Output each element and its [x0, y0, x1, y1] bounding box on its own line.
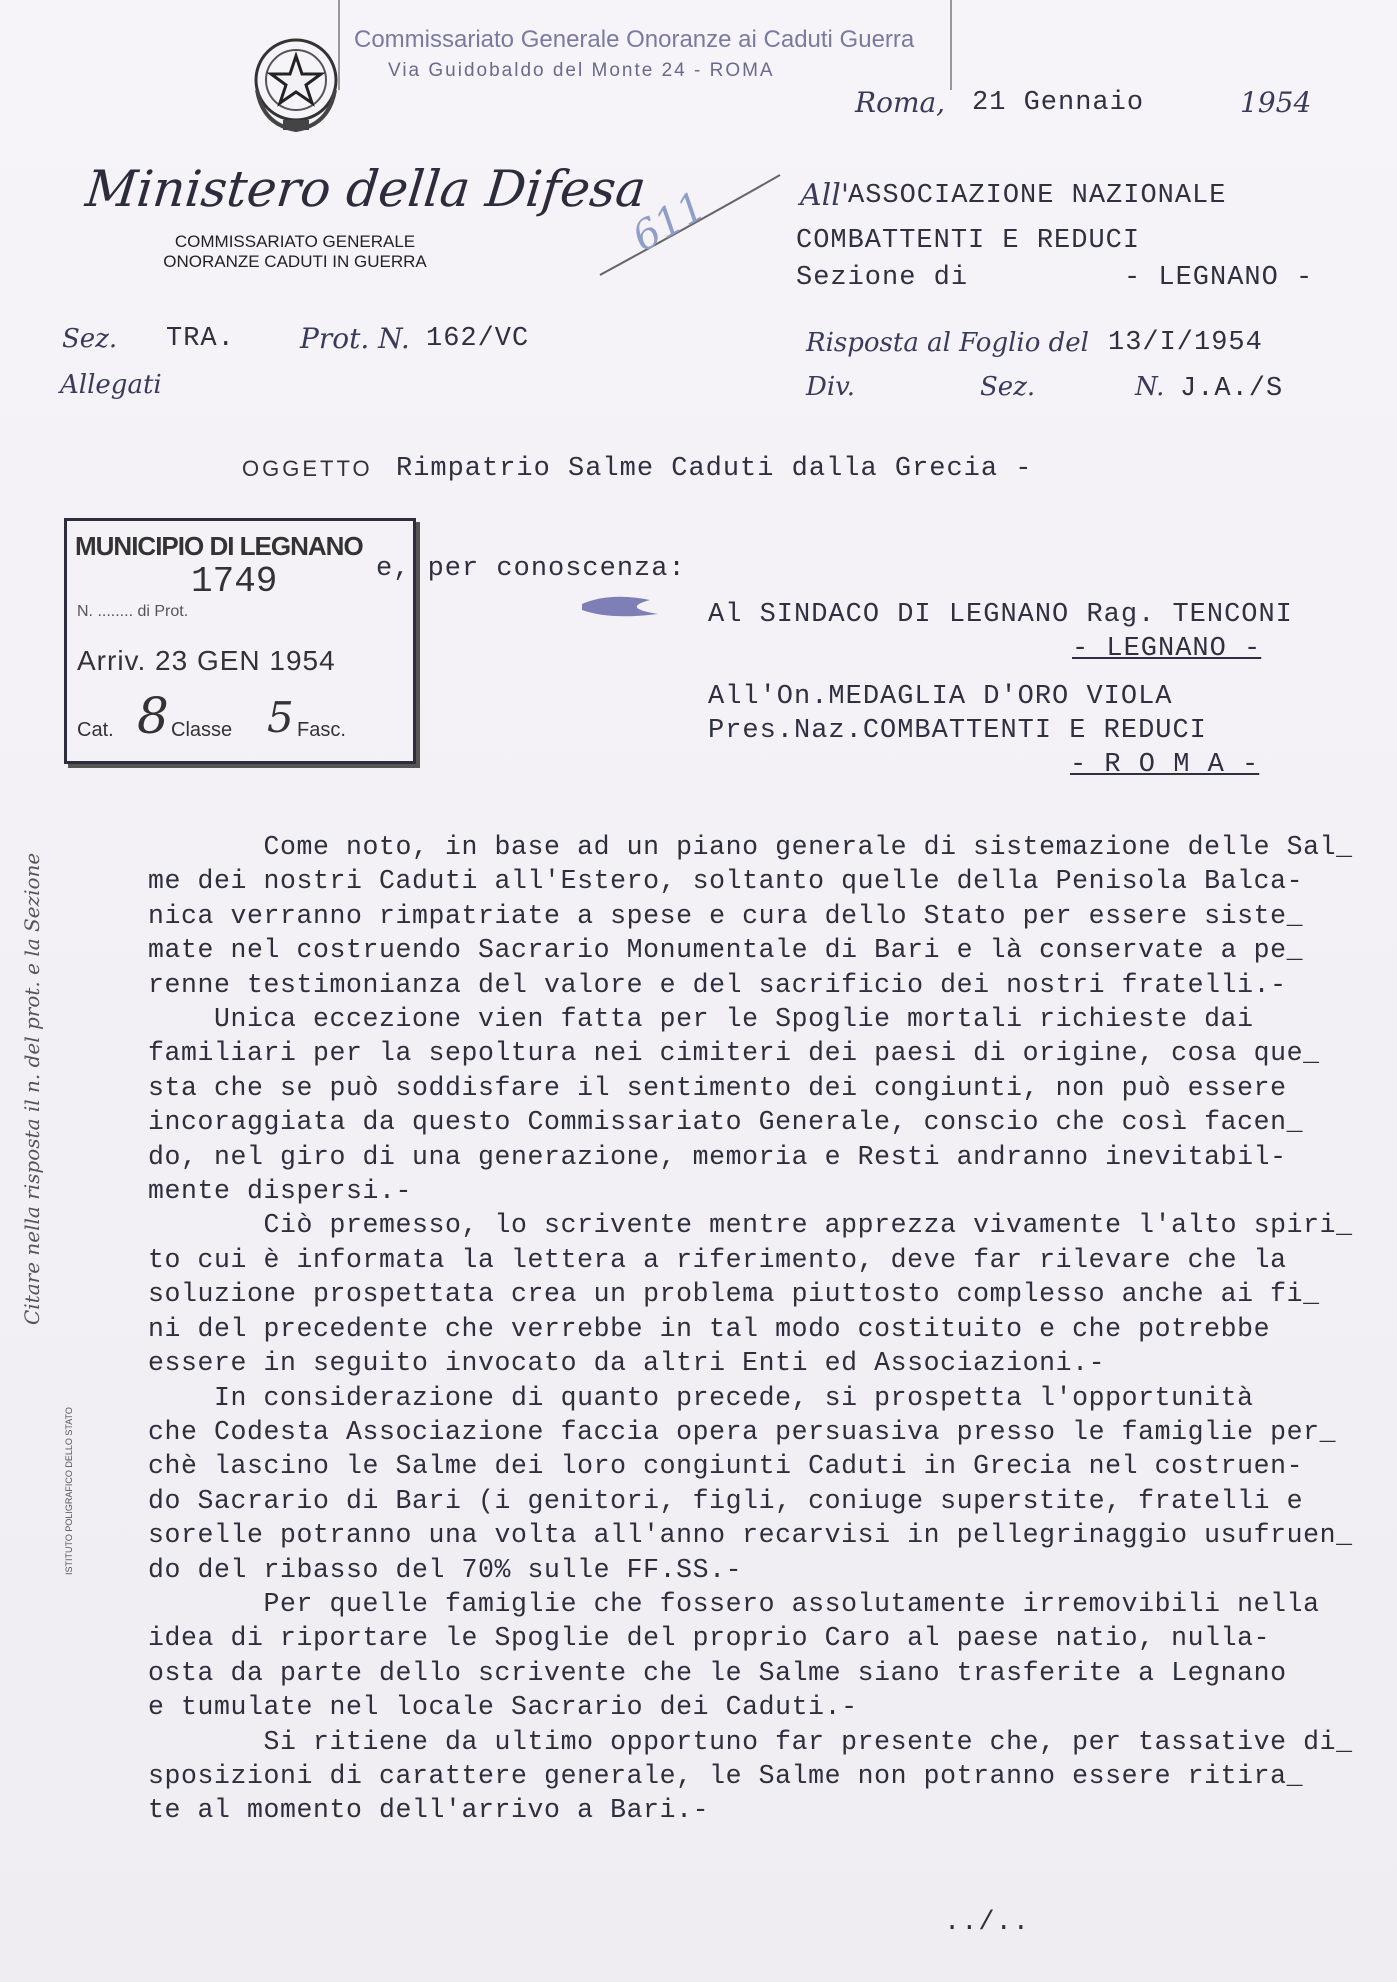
body-line: Unica eccezione vien fatta per le Spoglie mortali richieste dai [148, 1004, 1254, 1035]
year: 1954 [1240, 86, 1312, 119]
recipient-line-3-place: - LEGNANO - [1124, 263, 1314, 293]
prot-value: 162/VC [426, 324, 530, 354]
date: 21 Gennaio [972, 88, 1145, 118]
stamp-number: 1749 [191, 561, 278, 602]
stamp-fasc-label: Fasc. [297, 719, 346, 741]
body-line: te al momento dell'arrivo a Bari.- [148, 1795, 710, 1826]
body-line: Ciò premesso, lo scrivente mentre apprezza vivamente l'alto spiri_ [148, 1210, 1353, 1241]
stamp-line-1: Commissariato Generale Onoranze ai Caduti Guerra [354, 26, 915, 53]
place: Roma, [855, 86, 946, 119]
div-label: Div. [806, 372, 856, 402]
cc-r2-line3: - R O M A - [1070, 750, 1260, 780]
emblem-of-italy-icon [243, 30, 349, 136]
body-line: to cui è informata la lettera a riferimento, deve far rilevare che la [148, 1244, 1287, 1275]
sender-address-stamp [338, 0, 952, 90]
body-line: chè lascino le Salme dei loro congiunti Caduti in Grecia nel costruen- [148, 1451, 1304, 1482]
received-stamp [64, 518, 416, 764]
stamp-line-2: Via Guidobaldo del Monte 24 - ROMA [388, 60, 775, 81]
subject-text: Rimpatrio Salme Caduti dalla Grecia - [396, 454, 1033, 484]
recipient-line-3-label: Sezione di [796, 263, 969, 293]
body-line: osta da parte dello scrivente che le Salme siano trasferite a Legnano [148, 1657, 1287, 1688]
pencil-mark [590, 165, 790, 290]
cc-r1-line1: Al SINDACO DI LEGNANO Rag. TENCONI [708, 600, 1293, 630]
body-line: incoraggiata da questo Commissariato Generale, conscio che così facen_ [148, 1107, 1304, 1138]
body-line: Come noto, in base ad un piano generale di sistemazione delle Sal_ [148, 832, 1353, 862]
cc-intro: e, per conoscenza: [376, 554, 686, 584]
sez-label: Sez. [62, 324, 118, 354]
body-line: renne testimonianza del valore e del sacrificio dei nostri fratelli.- [148, 969, 1287, 1000]
body-line: idea di riportare le Spoglie del proprio Caro al paese natio, nulla- [148, 1623, 1271, 1654]
stamp-arrival: Arriv. 23 GEN 1954 [77, 645, 336, 676]
recipient-line-2: COMBATTENTI E REDUCI [796, 226, 1141, 256]
margin-note: Citare nella risposta il n. del prot. e la Sezione [20, 852, 44, 1325]
body-line: do del ribasso del 70% sulle FF.SS.- [148, 1554, 743, 1585]
stamp-classe-value: 5 [267, 693, 294, 742]
body-line: me dei nostri Caduti all'Estero, soltanto quelle della Penisola Balca- [148, 866, 1304, 897]
ink-smudge [580, 590, 660, 622]
risposta-label: Risposta al Foglio del [806, 328, 1089, 358]
body-line: ni del precedente che verrebbe in tal modo costituito e che potrebbe [148, 1313, 1271, 1344]
allegati-label: Allegati [60, 370, 162, 400]
stamp-prot-line: N. ........ di Prot. [77, 603, 189, 620]
body-line: do Sacrario di Bari (i genitori, figli, coniuge superstite, fratelli e [148, 1485, 1304, 1516]
body-line: essere in seguito invocato da altri Enti ed Associazioni.- [148, 1348, 1106, 1379]
body-line: sorelle potranno una volta all'anno recarvisi in pellegrinaggio usufruen_ [148, 1520, 1353, 1551]
n-label: N. [1135, 372, 1165, 402]
body-line: nica verranno rimpatriate a spese e cura dello Stato per essere siste_ [148, 900, 1304, 931]
sez2-label: Sez. [980, 372, 1036, 402]
office-line-2: ONORANZE CADUTI IN GUERRA [163, 252, 427, 271]
ministry-name: Ministero della Difesa [82, 160, 649, 218]
body-line: sta che se può soddisfare il sentimento dei congiunti, non può essere [148, 1072, 1287, 1103]
body-line: mate nel costruendo Sacrario Monumentale di Bari e là conservate a pe_ [148, 935, 1304, 966]
prot-label: Prot. N. [300, 322, 410, 355]
svg-text:611: 611 [624, 182, 714, 261]
stamp-classe-label: Classe [171, 719, 233, 741]
body-line: do, nel giro di una generazione, memoria e Resti andranno inevitabil- [148, 1141, 1287, 1172]
recipient-line-1: ASSOCIAZIONE NAZIONALE [848, 181, 1227, 211]
body-line: familiari per la sepoltura nei cimiteri dei paesi di origine, cosa que_ [148, 1038, 1320, 1069]
sez-value: TRA. [166, 324, 235, 354]
stamp-cat-value: 8 [137, 687, 169, 745]
body-line: Si ritiene da ultimo opportuno far presente che, per tassative di_ [148, 1726, 1353, 1757]
n-value: J.A./S [1180, 374, 1284, 404]
body-line: In considerazione di quanto precede, si prospetta l'opportunità [148, 1382, 1254, 1413]
letter-body [148, 830, 1358, 1828]
printer-note: ISTITUTO POLIGRAFICO DELLO STATO [64, 1407, 74, 1575]
risposta-value: 13/I/1954 [1108, 328, 1263, 358]
body-line: Per quelle famiglie che fossero assolutamente irremovibili nella [148, 1588, 1320, 1619]
continuation-mark: ../.. [944, 1908, 1031, 1938]
body-line: che Codesta Associazione faccia opera persuasiva presso le famiglie per_ [148, 1416, 1337, 1447]
office-line-1: COMMISSARIATO GENERALE [174, 232, 416, 251]
cc-r2-line2: Pres.Naz.COMBATTENTI E REDUCI [708, 716, 1207, 746]
body-line: mente dispersi.- [148, 1176, 413, 1207]
body-line: soluzione prospettata crea un problema piuttosto complesso anche ai fi_ [148, 1279, 1320, 1310]
cc-r1-line2: - LEGNANO - [1072, 634, 1262, 664]
body-line: e tumulate nel locale Sacrario dei Caduti.- [148, 1692, 858, 1723]
recipient-prefix: All' [800, 178, 850, 213]
stamp-municipio: MUNICIPIO DI LEGNANO [75, 531, 363, 561]
cc-r2-line1: All'On.MEDAGLIA D'ORO VIOLA [708, 682, 1173, 712]
stamp-cat-label: Cat. [77, 719, 114, 741]
subject-label: OGGETTO [242, 456, 373, 481]
body-line: sposizioni di carattere generale, le Salme non potranno essere ritira_ [148, 1760, 1304, 1791]
